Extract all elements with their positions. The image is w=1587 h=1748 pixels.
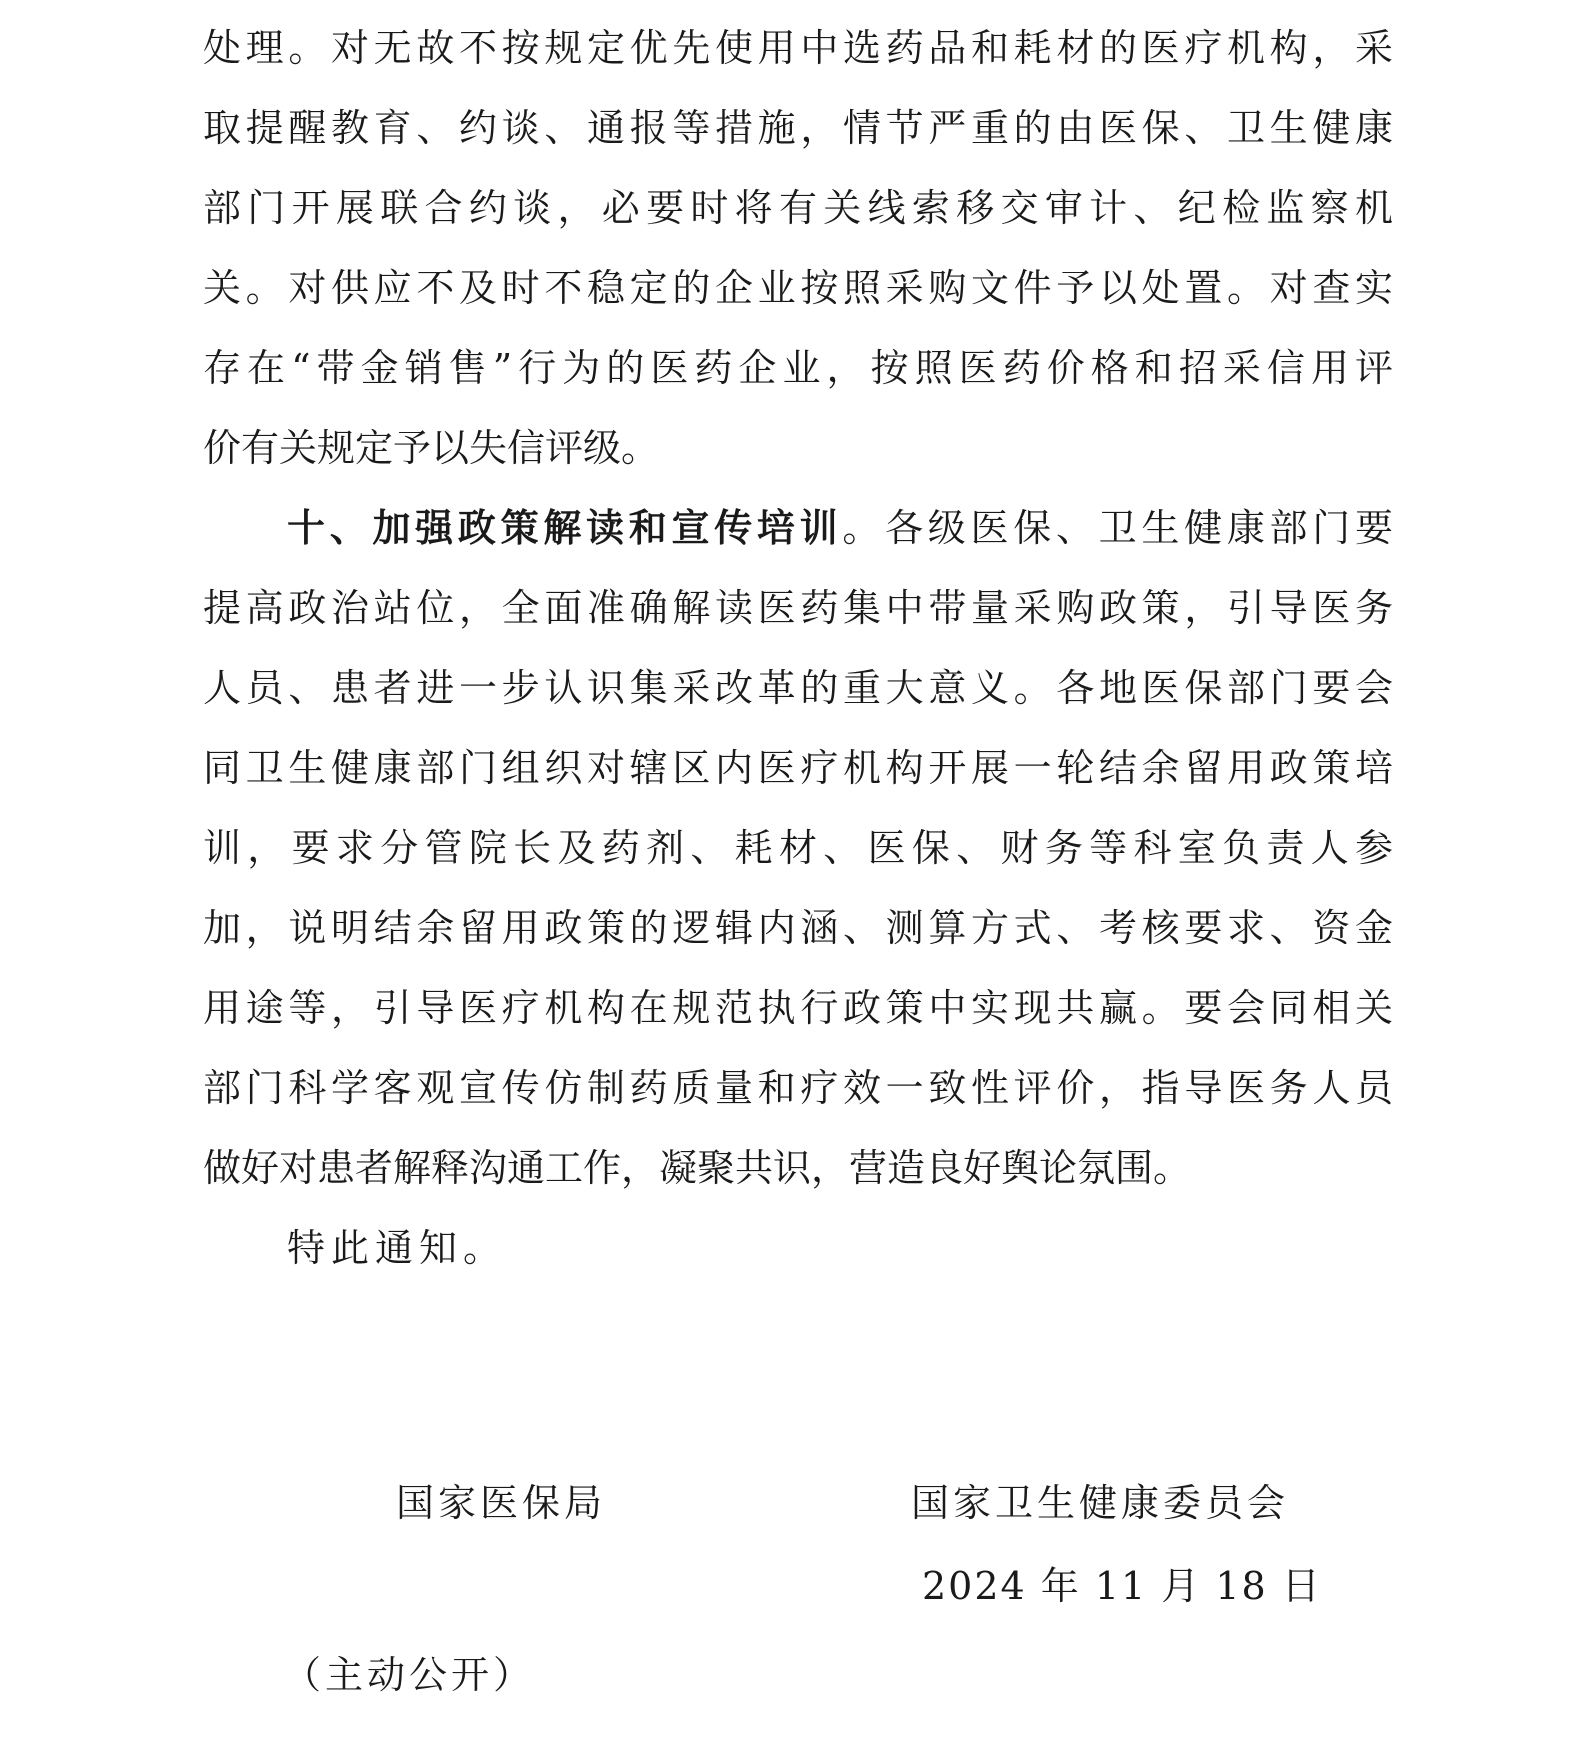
section-heading: 十、加强政策解读和宣传培训 [287, 506, 843, 550]
paragraph-line: 做好对患者解释沟通工作，凝聚共识，营造良好舆论氛围。 [203, 1146, 1192, 1190]
section-ten-first-line [203, 488, 1393, 568]
paragraph-line: 加，说明结余留用政策的逻辑内涵、测算方式、考核要求、资金 [203, 906, 1393, 950]
paragraph-line: 关。对供应不及时不稳定的企业按照采购文件予以处置。对查实 [203, 266, 1393, 310]
disclosure-note: （主动公开） [283, 1653, 536, 1697]
paragraph-line: 同卫生健康部门组织对辖区内医疗机构开展一轮结余留用政策培 [203, 746, 1393, 790]
paragraph-line: 价有关规定予以失信评级。 [203, 426, 660, 470]
paragraph-line: 取提醒教育、约谈、通报等措施，情节严重的由医保、卫生健康 [203, 106, 1393, 150]
section-heading-continuation: 。各级医保、卫生健康部门要 [842, 506, 1393, 550]
paragraph-line: 人员、患者进一步认识集采改革的重大意义。各地医保部门要会 [203, 666, 1393, 710]
paragraph-line: 提高政治站位，全面准确解读医药集中带量采购政策，引导医务 [203, 586, 1393, 630]
paragraph-line: 部门开展联合约谈，必要时将有关线索移交审计、纪检监察机 [203, 186, 1393, 230]
signature-nhc: 国家卫生健康委员会 [911, 1481, 1290, 1525]
paragraph-line: 用途等，引导医疗机构在规范执行政策中实现共赢。要会同相关 [203, 986, 1393, 1030]
paragraph-line: 存在“带金销售”行为的医药企业，按照医药价格和招采信用评 [203, 346, 1393, 390]
closing-statement: 特此通知。 [287, 1226, 508, 1270]
document-body [203, 8, 1393, 1208]
signature-nhsa: 国家医保局 [396, 1481, 607, 1525]
paragraph-line: 处理。对无故不按规定优先使用中选药品和耗材的医疗机构，采 [203, 26, 1393, 70]
issue-date: 2024 年 11 月 18 日 [922, 1564, 1322, 1608]
paragraph-line: 训，要求分管院长及药剂、耗材、医保、财务等科室负责人参 [203, 826, 1393, 870]
paragraph-line: 部门科学客观宣传仿制药质量和疗效一致性评价，指导医务人员 [203, 1066, 1393, 1110]
